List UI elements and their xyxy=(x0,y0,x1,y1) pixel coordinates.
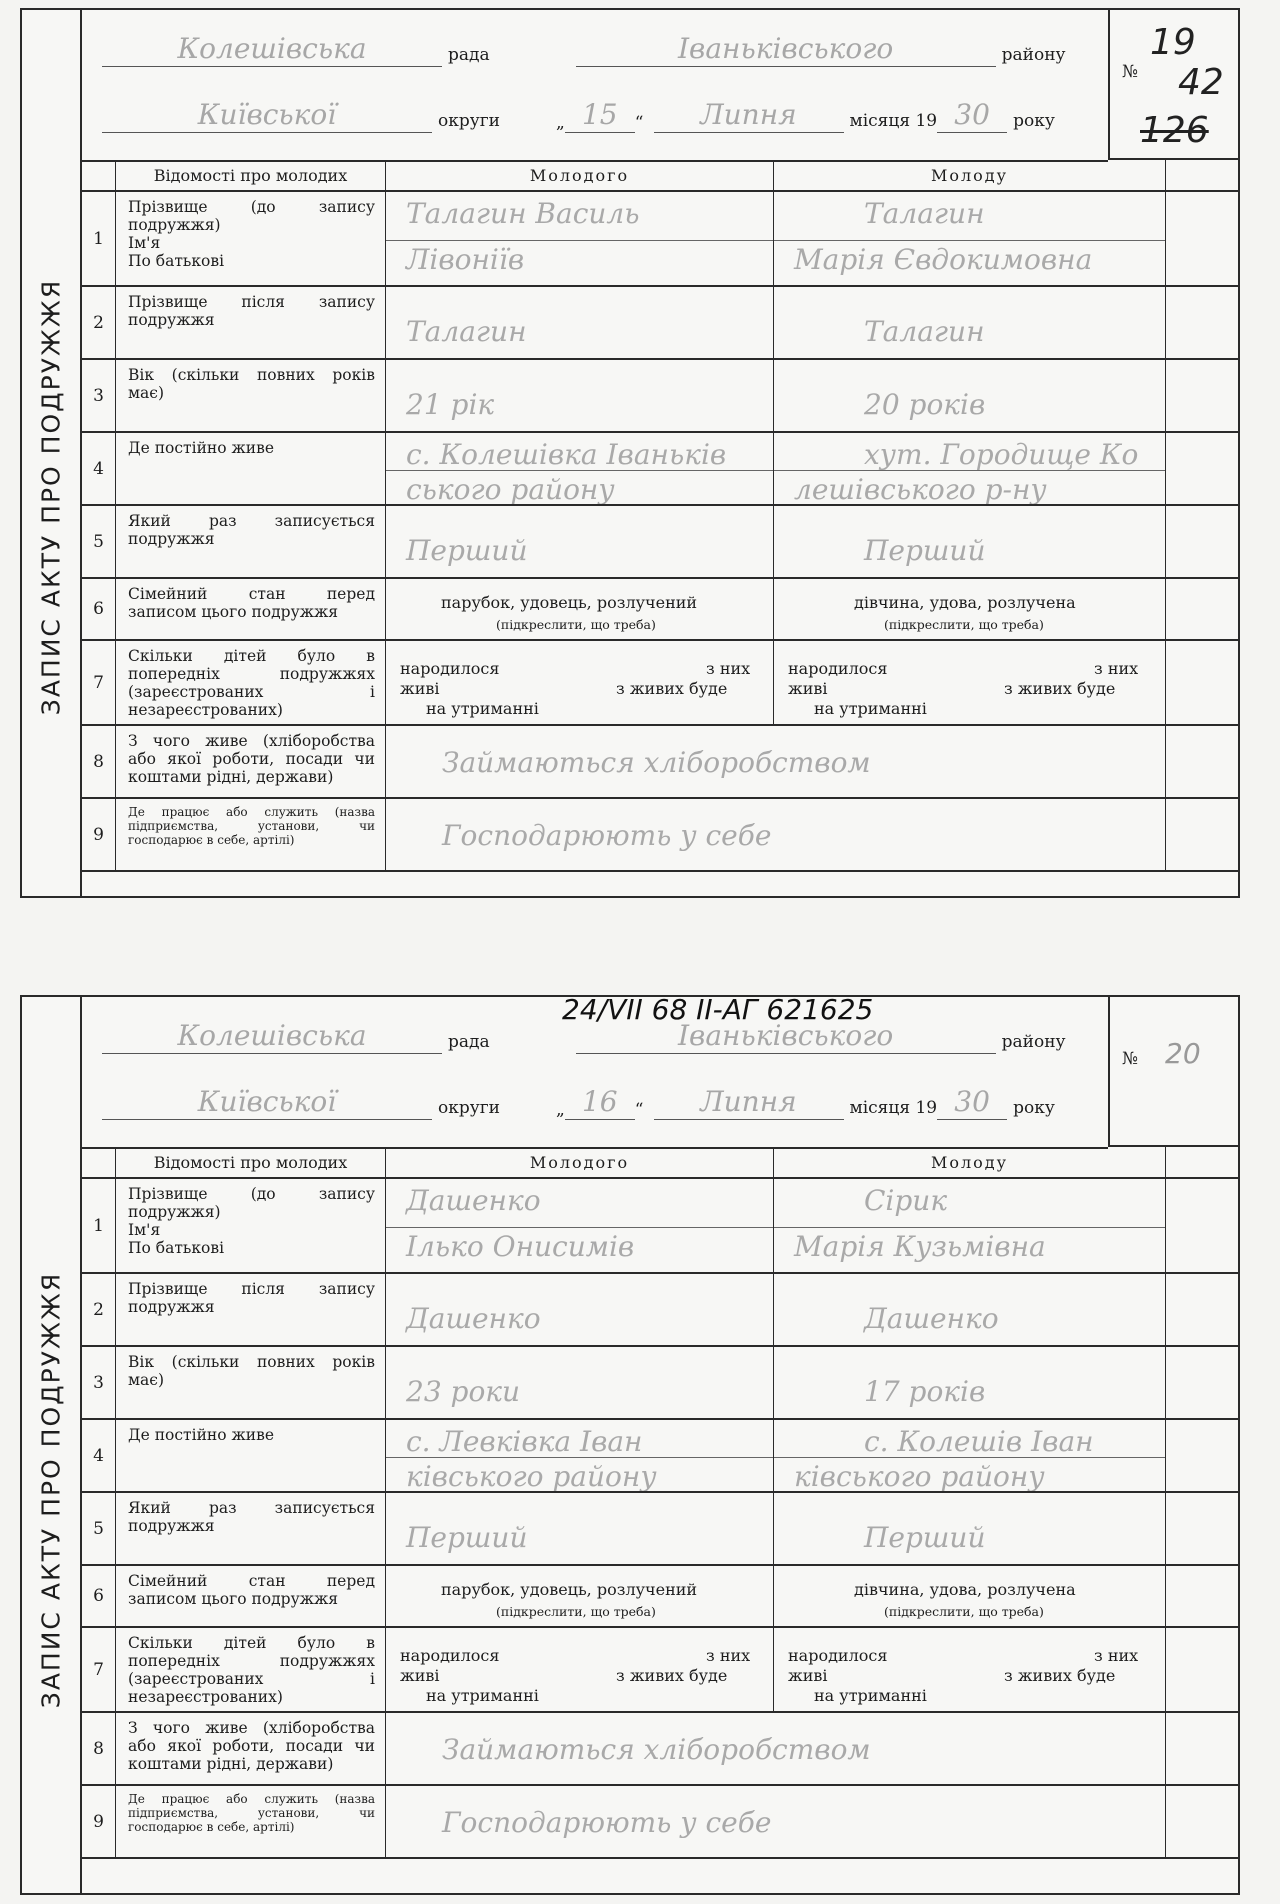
row-number-text: 7 xyxy=(93,672,104,693)
cell-divider xyxy=(386,240,773,241)
okruha-label: округи xyxy=(438,111,500,131)
row-number-text: 4 xyxy=(93,1445,104,1466)
month-label: місяця 19 xyxy=(849,1098,938,1118)
table-row xyxy=(82,1786,1238,1859)
bride-cell xyxy=(774,1347,1166,1418)
bride-cell xyxy=(774,433,1166,504)
table-header-row xyxy=(82,1147,1238,1179)
extra-cell xyxy=(1166,799,1238,870)
bride-status-note: (підкреслити, що треба) xyxy=(884,1604,1044,1619)
groom-status-note: (підкреслити, що треба) xyxy=(496,617,656,632)
groom-cell xyxy=(386,1347,774,1418)
question-text: Сімейний стан перед записом цього подружжя xyxy=(128,585,375,621)
question-text: Прізвище після запису подружжя xyxy=(128,1280,375,1316)
question-text: Скільки дітей було в попередніх подружжях (зареєстрованих і незареєстрованих) xyxy=(128,647,375,719)
row-question xyxy=(116,641,386,724)
groom-value: с. Левківка Іван xyxy=(406,1425,643,1458)
bride-cell xyxy=(774,579,1166,639)
row-question xyxy=(116,1566,386,1626)
question-text: По батькові xyxy=(128,252,225,270)
year-field: 30 xyxy=(937,98,1007,133)
row-question xyxy=(116,1420,386,1491)
row-number xyxy=(82,1179,116,1272)
side-title xyxy=(22,10,82,896)
district-label: району xyxy=(1001,45,1066,65)
table-row xyxy=(82,641,1238,726)
table-row xyxy=(82,1566,1238,1628)
header-line-2 xyxy=(102,98,1061,133)
okruha-label: округи xyxy=(438,1098,500,1118)
row-number-text: 4 xyxy=(93,458,104,479)
extra-cell xyxy=(1166,1347,1238,1418)
quote-close: “ xyxy=(634,1100,644,1120)
groom-status-note: (підкреслити, що треба) xyxy=(496,1604,656,1619)
cell-divider xyxy=(386,1227,773,1228)
day-field: 15 xyxy=(565,98,635,133)
groom-value: Талагин xyxy=(406,314,527,348)
cell-divider xyxy=(774,240,1165,241)
extra-cell xyxy=(1166,433,1238,504)
row-number xyxy=(82,579,116,639)
question-text: З чого живе (хліборобства або якої роботи, посади чи коштами рідні, держави) xyxy=(128,1719,375,1773)
row-number xyxy=(82,287,116,358)
bride-value: хут. Городище Ко xyxy=(864,438,1139,471)
row-question xyxy=(116,579,386,639)
bride-cell xyxy=(774,1420,1166,1491)
bride-cell xyxy=(774,641,1166,724)
extra-cell xyxy=(1166,1566,1238,1626)
extra-cell xyxy=(1166,192,1238,285)
okruha-field: Київської xyxy=(102,1085,432,1120)
groom-status-options: парубок, удовець, розлучений xyxy=(441,593,698,612)
groom-status-options: парубок, удовець, розлучений xyxy=(441,1580,698,1599)
wide-value: Господарюють у себе xyxy=(442,1805,772,1839)
district-field: Іваньківського xyxy=(576,1019,996,1054)
table-row xyxy=(82,1628,1238,1713)
question-text: Прізвище (до запису подружжя) xyxy=(128,1185,375,1221)
bride-children-born-label: народилося xyxy=(788,1646,888,1665)
row-number-text: 6 xyxy=(93,1586,104,1606)
groom-children-support-label: на утриманні xyxy=(426,699,539,718)
groom-children-of-them-label: з них xyxy=(706,1646,751,1665)
side-title-text: ЗАПИС АКТУ ПРО ПОДРУЖЖЯ xyxy=(36,279,66,716)
row-number-text: 5 xyxy=(93,1518,104,1539)
bride-value: 20 років xyxy=(864,387,986,421)
district-label: району xyxy=(1001,1032,1066,1052)
groom-cell xyxy=(386,1628,774,1711)
row-number-text: 9 xyxy=(93,1811,104,1832)
groom-cell xyxy=(386,506,774,577)
record-number: 20 xyxy=(1165,1037,1201,1070)
year-label: року xyxy=(1013,1098,1055,1118)
table-row xyxy=(82,1347,1238,1420)
question-text: Де працює або служить (назва підприємства, установи, чи господарює в себе, артілі) xyxy=(128,1792,375,1834)
extra-cell xyxy=(1166,1713,1238,1784)
bride-cell xyxy=(774,1179,1166,1272)
row-number xyxy=(82,433,116,504)
col-bride-header xyxy=(774,160,1166,190)
row-number-text: 2 xyxy=(93,312,104,333)
question-text: По батькові xyxy=(128,1239,225,1257)
extra-cell xyxy=(1166,726,1238,797)
wide-value: Господарюють у себе xyxy=(442,818,772,852)
extra-cell xyxy=(1166,579,1238,639)
council-label: рада xyxy=(448,45,490,65)
row-question xyxy=(116,192,386,285)
council-field: Колешівська xyxy=(102,1019,442,1054)
number-label: № xyxy=(1122,62,1139,82)
row-number-text: 7 xyxy=(93,1659,104,1680)
row-question xyxy=(116,1347,386,1418)
table-row xyxy=(82,1274,1238,1347)
col-info-label: Відомості про молодих xyxy=(153,1152,348,1172)
bride-children-of-them-label: з них xyxy=(1094,1646,1139,1665)
row-question xyxy=(116,799,386,870)
bride-children-of-alive-label: з живих буде xyxy=(1004,679,1116,698)
col-groom-label: Молодого xyxy=(529,1152,630,1172)
question-text: Який раз записується подружжя xyxy=(128,1499,375,1535)
groom-cell xyxy=(386,1566,774,1626)
row-question xyxy=(116,1628,386,1711)
row-number-text: 1 xyxy=(93,1215,104,1236)
bride-cell xyxy=(774,360,1166,431)
council-field: Колешівська xyxy=(102,32,442,67)
question-text: З чого живе (хліборобства або якої роботи, посади чи коштами рідні, держави) xyxy=(128,732,375,786)
table-row xyxy=(82,192,1238,287)
col-num-header xyxy=(82,160,116,190)
table-header-row xyxy=(82,160,1238,192)
groom-cell xyxy=(386,1274,774,1345)
col-groom-header xyxy=(386,160,774,190)
groom-children-of-alive-label: з живих буде xyxy=(616,1666,728,1685)
year-field: 30 xyxy=(937,1085,1007,1120)
bride-cell xyxy=(774,1628,1166,1711)
row-number-text: 8 xyxy=(93,751,104,772)
groom-cell xyxy=(386,1179,774,1272)
row-question xyxy=(116,726,386,797)
groom-cell xyxy=(386,1420,774,1491)
month-label: місяця 19 xyxy=(849,111,938,131)
record-number: 19 xyxy=(1150,22,1196,63)
question-text: Ім'я xyxy=(128,1221,161,1239)
bride-value: Перший xyxy=(864,1520,986,1554)
question-text: Прізвище (до запису подружжя) xyxy=(128,198,375,234)
row-number xyxy=(82,1493,116,1564)
table-row xyxy=(82,799,1238,872)
bride-cell xyxy=(774,1493,1166,1564)
row-number xyxy=(82,1628,116,1711)
row-number-text: 2 xyxy=(93,1299,104,1320)
groom-cell xyxy=(386,579,774,639)
col-bride-header xyxy=(774,1147,1166,1177)
groom-value: Талагин Василь xyxy=(406,197,640,230)
groom-cell xyxy=(386,433,774,504)
bride-children-alive-label: живі xyxy=(788,679,828,698)
bride-status-note: (підкреслити, що треба) xyxy=(884,617,1044,632)
bride-cell xyxy=(774,1786,1166,1857)
table-row xyxy=(82,360,1238,433)
record-header xyxy=(82,10,1108,162)
extra-cell xyxy=(1166,360,1238,431)
row-number xyxy=(82,1347,116,1418)
record-header xyxy=(82,993,1108,1149)
bride-children-support-label: на утриманні xyxy=(814,699,927,718)
quote-close: “ xyxy=(634,113,644,133)
col-bride-label: Молоду xyxy=(930,1152,1009,1172)
district-field: Іваньківського xyxy=(576,32,996,67)
extra-cell xyxy=(1166,641,1238,724)
question-text: Скільки дітей було в попередніх подружжях (зареєстрованих і незареєстрованих) xyxy=(128,1634,375,1706)
row-number xyxy=(82,726,116,797)
okruha-field: Київської xyxy=(102,98,432,133)
bride-value: с. Колешів Іван xyxy=(864,1425,1094,1458)
record-number-box xyxy=(1108,997,1238,1147)
row-number xyxy=(82,360,116,431)
groom-value: Перший xyxy=(406,533,528,567)
extra-cell xyxy=(1166,1493,1238,1564)
question-text: Де постійно живе xyxy=(128,1426,274,1444)
number-label: № xyxy=(1122,1049,1139,1069)
col-groom-label: Молодого xyxy=(529,165,630,185)
bride-children-alive-label: живі xyxy=(788,1666,828,1685)
extra-cell xyxy=(1166,287,1238,358)
question-text: Вік (скільки повних років має) xyxy=(128,366,375,402)
col-info-header xyxy=(116,160,386,190)
question-text: Вік (скільки повних років має) xyxy=(128,1353,375,1389)
groom-children-alive-label: живі xyxy=(400,679,440,698)
bride-status-options: дівчина, удова, розлучена xyxy=(854,593,1076,612)
groom-value: Лівоніїв xyxy=(406,242,525,276)
row-number-text: 3 xyxy=(93,385,104,406)
bride-value: Талагин xyxy=(864,314,985,348)
bride-children-of-them-label: з них xyxy=(1094,659,1139,678)
groom-children-alive-label: живі xyxy=(400,1666,440,1685)
row-number xyxy=(82,1566,116,1626)
row-number xyxy=(82,799,116,870)
groom-value: Перший xyxy=(406,1520,528,1554)
col-info-label: Відомості про молодих xyxy=(153,165,348,185)
row-question xyxy=(116,433,386,504)
table-row xyxy=(82,1493,1238,1566)
bride-value: ківського району xyxy=(794,1459,1045,1491)
council-label: рада xyxy=(448,1032,490,1052)
col-info-header xyxy=(116,1147,386,1177)
row-number xyxy=(82,1274,116,1345)
day-field: 16 xyxy=(565,1085,635,1120)
bride-value: лешівського р-ну xyxy=(794,472,1047,504)
bride-children-of-alive-label: з живих буде xyxy=(1004,1666,1116,1685)
col-num-header xyxy=(82,1147,116,1177)
row-question xyxy=(116,1713,386,1784)
row-question xyxy=(116,360,386,431)
row-number xyxy=(82,192,116,285)
bride-value: Талагин xyxy=(864,197,985,230)
question-text: Ім'я xyxy=(128,234,161,252)
quote-open: „ xyxy=(555,113,565,133)
bride-status-options: дівчина, удова, розлучена xyxy=(854,1580,1076,1599)
groom-value: Ілько Онисимів xyxy=(406,1229,635,1263)
bride-value: Марія Євдокимовна xyxy=(794,242,1093,276)
row-question xyxy=(116,287,386,358)
row-number xyxy=(82,1713,116,1784)
bride-cell xyxy=(774,287,1166,358)
question-text: Який раз записується подружжя xyxy=(128,512,375,548)
bride-cell xyxy=(774,506,1166,577)
bride-value: Перший xyxy=(864,533,986,567)
row-number-text: 5 xyxy=(93,531,104,552)
bride-value: Дашенко xyxy=(864,1301,999,1335)
row-number xyxy=(82,506,116,577)
table-row xyxy=(82,1713,1238,1786)
extra-cell xyxy=(1166,1179,1238,1272)
table-row xyxy=(82,287,1238,360)
groom-children-of-them-label: з них xyxy=(706,659,751,678)
row-number-text: 1 xyxy=(93,228,104,249)
table-row xyxy=(82,506,1238,579)
cell-divider xyxy=(774,1227,1165,1228)
table-row xyxy=(82,1179,1238,1274)
bride-cell xyxy=(774,192,1166,285)
col-groom-header xyxy=(386,1147,774,1177)
extra-cell xyxy=(1166,1628,1238,1711)
bride-value: Марія Кузьмівна xyxy=(794,1229,1046,1263)
row-number xyxy=(82,1420,116,1491)
extra-cell xyxy=(1166,506,1238,577)
wide-value: Займаються хліборобством xyxy=(442,745,871,779)
groom-value: ківського району xyxy=(406,1459,657,1491)
groom-cell xyxy=(386,641,774,724)
table-row xyxy=(82,579,1238,641)
wide-value: Займаються хліборобством xyxy=(442,1732,871,1766)
record-number: 126 xyxy=(1140,110,1209,151)
row-question xyxy=(116,1493,386,1564)
row-number xyxy=(82,641,116,724)
marriage-record-1 xyxy=(20,8,1240,898)
table-row xyxy=(82,1420,1238,1493)
quote-open: „ xyxy=(555,1100,565,1120)
bride-children-born-label: народилося xyxy=(788,659,888,678)
groom-children-support-label: на утриманні xyxy=(426,1686,539,1705)
bride-value: 17 років xyxy=(864,1374,986,1408)
row-question xyxy=(116,1786,386,1857)
groom-value: 23 роки xyxy=(406,1374,521,1408)
row-number xyxy=(82,1786,116,1857)
record-number: 42 xyxy=(1178,62,1224,103)
row-question xyxy=(116,506,386,577)
bride-value: Сірик xyxy=(864,1184,948,1217)
header-line-1 xyxy=(102,32,1072,67)
groom-children-born-label: народилося xyxy=(400,659,500,678)
registration-stamp: 24/VII 68 II-АГ 621625 xyxy=(562,993,874,1026)
record-number-box xyxy=(1108,10,1238,160)
table-row xyxy=(82,726,1238,799)
row-number-text: 3 xyxy=(93,1372,104,1393)
extra-cell xyxy=(1166,1274,1238,1345)
bride-children-support-label: на утриманні xyxy=(814,1686,927,1705)
groom-children-of-alive-label: з живих буде xyxy=(616,679,728,698)
question-text: Де постійно живе xyxy=(128,439,274,457)
question-text: Де працює або служить (назва підприємства, установи, чи господарює в себе, артілі) xyxy=(128,805,375,847)
col-extra-header xyxy=(1166,1147,1238,1177)
side-title xyxy=(22,997,82,1893)
col-extra-header xyxy=(1166,160,1238,190)
year-label: року xyxy=(1013,111,1055,131)
row-question xyxy=(116,1179,386,1272)
month-field: Липня xyxy=(654,98,844,133)
table-row xyxy=(82,433,1238,506)
question-text: Прізвище після запису подружжя xyxy=(128,293,375,329)
groom-children-born-label: народилося xyxy=(400,1646,500,1665)
bride-cell xyxy=(774,799,1166,870)
question-text: Сімейний стан перед записом цього подружжя xyxy=(128,1572,375,1608)
bride-cell xyxy=(774,1274,1166,1345)
row-question xyxy=(116,1274,386,1345)
month-field: Липня xyxy=(654,1085,844,1120)
extra-cell xyxy=(1166,1420,1238,1491)
groom-value: ського району xyxy=(406,472,615,504)
groom-value: 21 рік xyxy=(406,387,495,421)
groom-cell xyxy=(386,287,774,358)
groom-value: с. Колешівка Іваньків xyxy=(406,438,727,471)
groom-value: Дашенко xyxy=(406,1301,541,1335)
groom-cell xyxy=(386,360,774,431)
extra-cell xyxy=(1166,1786,1238,1857)
bride-cell xyxy=(774,1566,1166,1626)
groom-cell xyxy=(386,1493,774,1564)
header-line-2 xyxy=(102,1085,1061,1120)
groom-value: Дашенко xyxy=(406,1184,541,1217)
side-title-text: ЗАПИС АКТУ ПРО ПОДРУЖЖЯ xyxy=(36,1271,66,1708)
marriage-record-2 xyxy=(20,995,1240,1895)
row-number-text: 6 xyxy=(93,599,104,619)
groom-cell xyxy=(386,192,774,285)
row-number-text: 9 xyxy=(93,824,104,845)
row-number-text: 8 xyxy=(93,1738,104,1759)
col-bride-label: Молоду xyxy=(930,165,1009,185)
